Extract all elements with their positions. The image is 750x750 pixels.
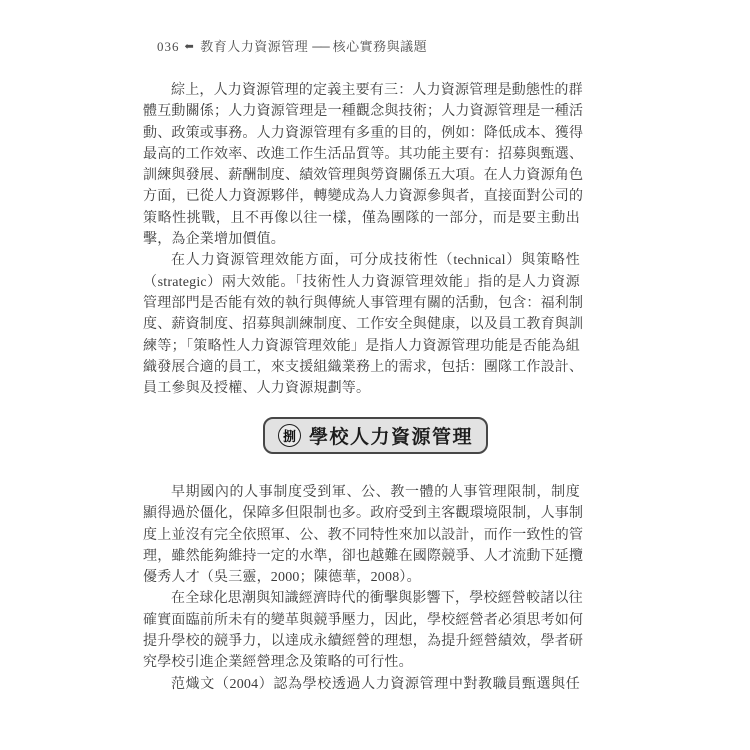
paragraph [143, 674, 580, 695]
body-text-after-heading [143, 482, 584, 695]
text-line: 最高的工作效率、改進工作生活品質等。其功能主要有：招募與甄選、 [143, 146, 584, 162]
section-title: 學校人力資源管理 [309, 427, 474, 448]
text-line: 在人力資源管理效能方面，可分成技術性（technical）與策略性 [171, 253, 580, 269]
left-arrow-icon: ⬅ [184, 41, 195, 53]
running-header [157, 39, 427, 56]
text-line: 顯得過於僵化，保障多但限制也多。政府受到主客觀環境限制，人事制 [143, 506, 584, 522]
text-line: 提升學校的競爭力，以達成永續經營的理想，為提升經營績效，學者研 [143, 634, 584, 650]
text-line: 練等；「策略性人力資源管理效能」是指人力資源管理功能是否能為組 [143, 338, 580, 354]
text-line: 策略性挑戰，且不再像以往一樣，僅為團隊的一部分，而是要主動出 [143, 210, 580, 226]
paragraph [143, 250, 584, 399]
text-line: 訓練與發展、薪酬制度、績效管理與勞資關係五大項。在人力資源角色 [143, 168, 584, 184]
paragraph [143, 482, 584, 588]
page-number: 036 [157, 39, 180, 54]
body-text-before-heading [143, 80, 584, 399]
book-subtitle: 核心實務與議題 [332, 39, 428, 54]
text-line: 究學校引進企業經營理念及策略的可行性。 [143, 655, 413, 671]
text-line: 綜上，人力資源管理的定義主要有三：人力資源管理是動態性的群 [171, 83, 583, 98]
text-line: 在全球化思潮與知識經濟時代的衝擊與影響下，學校經營較諸以往 [171, 591, 583, 607]
text-line: 動、政策或事務。人力資源管理有多重的目的，例如：降低成本、獲得 [143, 125, 584, 141]
text-line: 確實面臨前所未有的變革與競爭壓力，因此，學校經營者必須思考如何 [143, 612, 584, 628]
text-line: 理，雖然能夠維持一定的水準，卻也越難在國際競爭、人才流動下延攬 [143, 548, 584, 564]
section-heading-box [263, 417, 488, 454]
section-number-badge: 捌 [278, 424, 301, 447]
book-title: 教育人力資源管理 [200, 39, 309, 54]
text-line: （strategic）兩大效能。「技術性人力資源管理效能」指的是人力資源 [143, 274, 580, 290]
text-line: 范熾文（2004）認為學校透過人力資源管理中對教職員甄選與任 [171, 676, 580, 692]
title-dash: ── [312, 39, 329, 54]
text-line: 優秀人才（吳三靈，2000；陳德華，2008）。 [143, 570, 421, 586]
text-line: 方面，已從人力資源夥伴，轉變成為人力資源參與者，直接面對公司的 [143, 189, 584, 205]
paragraph [143, 80, 584, 250]
paragraph [143, 588, 584, 673]
text-line: 管理部門是否能有效的執行與傳統人事管理有關的活動，包含：福利制 [143, 295, 584, 311]
text-line: 度上並沒有完全依照軍、公、教不同特性來加以設計，而作一致性的管 [143, 527, 584, 543]
text-line: 擊，為企業增加價值。 [143, 232, 285, 248]
text-line: 度、薪資制度、招募與訓練制度、工作安全與健康，以及員工教育與訓 [143, 317, 584, 333]
text-line: 體互動關係；人力資源管理是一種觀念與技術；人力資源管理是一種活 [143, 104, 584, 120]
text-line: 織發展合適的員工，來支援組織業務上的需求，包括：團隊工作設計、 [143, 359, 584, 375]
text-line: 早期國內的人事制度受到軍、公、教一體的人事管理限制，制度 [171, 485, 580, 500]
text-line: 員工參與及授權、人力資源規劃等。 [143, 381, 371, 397]
